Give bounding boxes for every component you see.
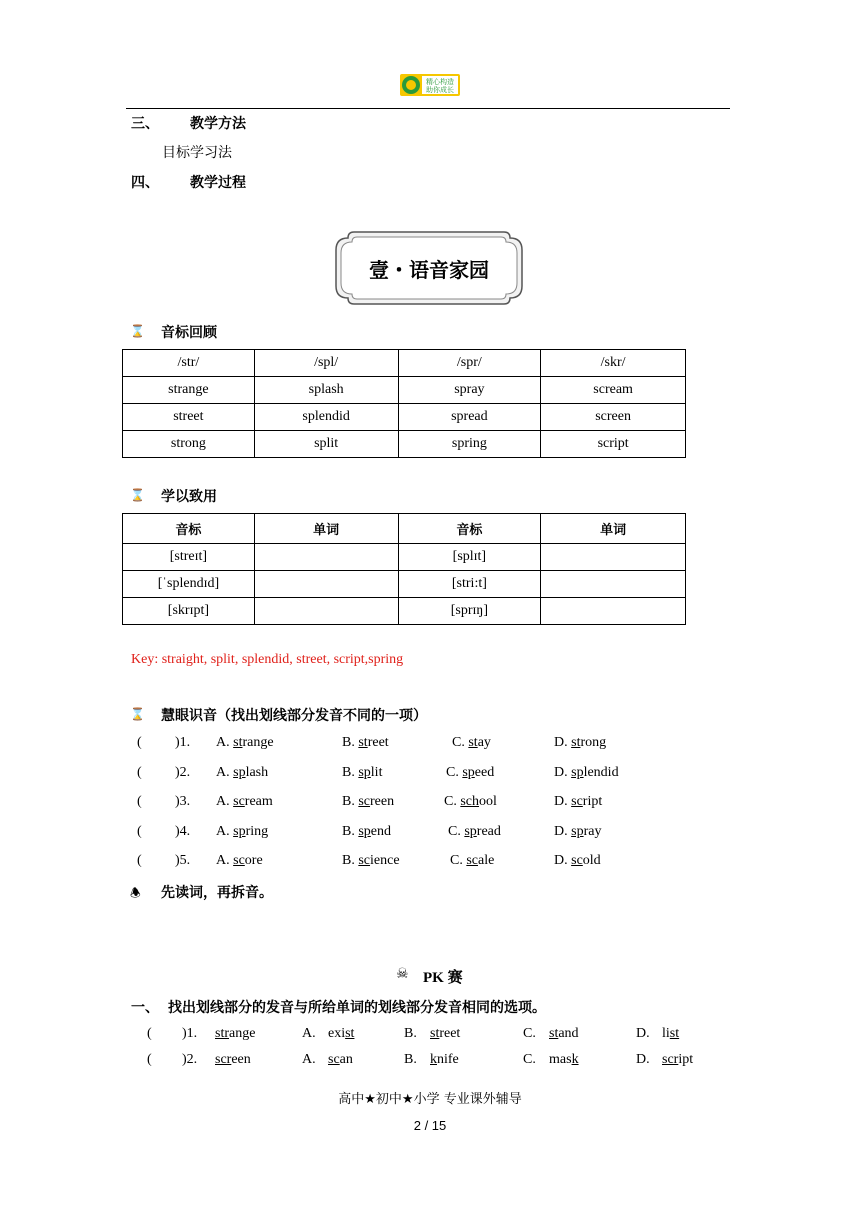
option-label: A.	[302, 1052, 316, 1067]
section-3-body: 目标学习法	[162, 145, 232, 161]
table-row	[123, 404, 686, 431]
option-label: C.	[523, 1026, 536, 1041]
underlined-sound: sc	[233, 794, 245, 809]
option-text[interactable]: D. splendid	[554, 764, 619, 780]
section-4-title: 教学过程	[190, 175, 246, 191]
option-text[interactable]: B. screen	[342, 794, 395, 809]
bell-icon: 🕭	[130, 886, 141, 900]
table-cell: split	[254, 431, 398, 458]
underlined-sound: st	[233, 735, 243, 750]
option-text[interactable]: C. scale	[450, 853, 495, 868]
option-text[interactable]: list	[662, 1026, 680, 1041]
option-text[interactable]: D. spray	[554, 823, 602, 839]
table-cell: strong	[123, 431, 255, 458]
underlined-sound: k	[571, 1052, 579, 1067]
option-text[interactable]: A. scream	[216, 794, 273, 809]
underlined-sound: sp	[571, 764, 584, 780]
underlined-sound: sc	[571, 794, 583, 809]
table-header: 单词	[254, 514, 398, 544]
pk-title-cn: 赛	[447, 968, 463, 986]
underlined-sound: sp	[464, 823, 477, 839]
review-heading: 音标回顾	[161, 325, 217, 341]
section-4-number: 四、	[131, 175, 159, 191]
option-text[interactable]: C. school	[444, 794, 497, 809]
table-row	[123, 431, 686, 458]
underlined-sound: st	[571, 735, 581, 750]
question-number: )2.	[182, 1052, 198, 1067]
question-number: )5.	[175, 853, 191, 868]
table-header: 音标	[123, 514, 255, 544]
table-header: 单词	[541, 514, 686, 544]
option-text[interactable]: A. score	[216, 853, 263, 868]
footer-line: 高中★初中★小学 专业课外辅导	[338, 1092, 522, 1107]
underlined-sound: st	[430, 1026, 440, 1041]
answer-cell[interactable]	[254, 598, 398, 625]
logo-line2: 助你成长	[426, 86, 454, 94]
table-row	[123, 377, 686, 404]
table-cell: [splɪt]	[398, 544, 541, 571]
table-cell: [stri:t]	[398, 571, 541, 598]
option-label: D.	[636, 1052, 650, 1067]
underlined-sound: scr	[662, 1052, 679, 1067]
table-cell: /spr/	[398, 350, 541, 377]
option-text[interactable]: B. spend	[342, 823, 392, 839]
table-cell: splash	[254, 377, 398, 404]
underlined-sound: sp	[233, 764, 246, 780]
underlined-sound: st	[358, 735, 368, 750]
header-logo	[400, 74, 460, 96]
underlined-sound: sc	[328, 1052, 340, 1067]
answer-paren: (	[147, 1052, 152, 1067]
skull-icon: ☠	[396, 966, 409, 982]
page-number: 2 / 15	[413, 1118, 447, 1133]
underlined-sound: st	[345, 1026, 355, 1041]
answer-cell[interactable]	[541, 544, 686, 571]
option-text[interactable]: A. strange	[216, 735, 274, 750]
read-first-instruction: 先读词，再拆音。	[161, 885, 273, 901]
underlined-sound: k	[430, 1052, 437, 1067]
option-text[interactable]: street	[430, 1026, 461, 1041]
table-cell: /skr/	[541, 350, 686, 377]
answer-cell[interactable]	[541, 571, 686, 598]
table-cell: [ˈsplendɪd]	[123, 571, 255, 598]
underlined-sound: sp	[233, 823, 246, 839]
option-text[interactable]: D. strong	[554, 735, 607, 750]
table-row	[123, 544, 686, 571]
option-text[interactable]: C. spread	[448, 823, 501, 839]
sound-heading: 慧眼识音（找出划线部分发音不同的一项）	[161, 708, 427, 724]
option-text[interactable]: B. street	[342, 735, 389, 750]
underlined-sound: st	[549, 1026, 559, 1041]
option-label: B.	[404, 1026, 417, 1041]
option-text[interactable]: C. stay	[452, 735, 491, 750]
review-table	[122, 349, 686, 458]
option-text[interactable]: stand	[549, 1026, 579, 1041]
underlined-sound: sc	[358, 794, 371, 809]
underlined-sound: sp	[358, 764, 371, 780]
table-cell: street	[123, 404, 255, 431]
part1-instruction: 找出划线部分的发音与所给单词的划线部分发音相同的选项。	[168, 1000, 546, 1016]
table-cell: screen	[541, 404, 686, 431]
underlined-sound: str	[215, 1026, 229, 1041]
option-text[interactable]: A. spring	[216, 823, 269, 839]
answer-paren: (	[137, 794, 142, 809]
answer-paren: (	[137, 823, 142, 839]
table-header: 音标	[398, 514, 541, 544]
table-cell: /str/	[123, 350, 255, 377]
option-text[interactable]: knife	[430, 1052, 459, 1067]
option-label: C.	[523, 1052, 536, 1067]
underlined-sound: sch	[460, 794, 480, 809]
option-label: B.	[404, 1052, 417, 1067]
underlined-sound: scr	[215, 1052, 232, 1067]
table-cell: script	[541, 431, 686, 458]
part1-number: 一、	[131, 1000, 159, 1016]
answer-cell[interactable]	[254, 544, 398, 571]
answer-paren: (	[137, 735, 142, 750]
option-text[interactable]: C. speed	[446, 764, 495, 780]
option-text[interactable]: D. script	[554, 794, 603, 809]
section-3-number: 三、	[131, 116, 159, 132]
pk-title-en: PK	[423, 970, 444, 986]
answer-paren: (	[137, 764, 142, 780]
answer-key: Key: straight, split, splendid, street, script,spring	[131, 652, 404, 667]
table-cell: spread	[398, 404, 541, 431]
hourglass-icon: ⌛	[130, 707, 145, 721]
answer-paren: (	[137, 853, 142, 868]
underlined-sound: sc	[358, 853, 371, 868]
option-text[interactable]: scan	[328, 1052, 353, 1067]
option-label: A.	[302, 1026, 316, 1041]
hourglass-icon: ⌛	[130, 324, 145, 338]
table-row	[123, 598, 686, 625]
question-number: )1.	[182, 1026, 198, 1041]
underlined-sound: sp	[571, 823, 584, 839]
section-3-title: 教学方法	[190, 116, 246, 132]
underlined-sound: sp	[462, 764, 475, 780]
table-cell: [sprɪŋ]	[398, 598, 541, 625]
apply-table	[122, 513, 686, 625]
option-text[interactable]: screen	[215, 1052, 251, 1067]
option-text[interactable]: B. science	[342, 853, 400, 868]
answer-cell[interactable]	[254, 571, 398, 598]
underlined-sound: sc	[466, 853, 479, 868]
underlined-sound: sc	[571, 853, 583, 868]
option-text[interactable]: strange	[215, 1026, 256, 1041]
table-cell: spring	[398, 431, 541, 458]
option-text[interactable]: A. splash	[216, 764, 269, 780]
table-cell: spray	[398, 377, 541, 404]
table-header-row	[123, 514, 686, 544]
option-text[interactable]: exist	[328, 1026, 355, 1041]
banner-title: 壹・语音家园	[369, 258, 489, 282]
table-row	[123, 571, 686, 598]
option-text[interactable]: script	[662, 1052, 694, 1067]
underlined-sound: sp	[358, 823, 371, 839]
option-text[interactable]: mask	[549, 1052, 579, 1067]
table-cell: [skrɪpt]	[123, 598, 255, 625]
option-text[interactable]: D. scold	[554, 853, 601, 868]
apply-heading: 学以致用	[161, 489, 217, 505]
section-banner	[334, 230, 524, 306]
underlined-sound: st	[669, 1026, 680, 1041]
option-label: D.	[636, 1026, 650, 1041]
table-row	[123, 350, 686, 377]
table-cell: /spl/	[254, 350, 398, 377]
logo-line1: 精心构造	[426, 78, 454, 86]
option-text[interactable]: B. split	[342, 764, 383, 780]
question-number: )1.	[175, 735, 191, 750]
underlined-sound: st	[468, 735, 478, 750]
table-cell: scream	[541, 377, 686, 404]
question-number: )2.	[175, 764, 191, 780]
header-rule	[126, 108, 730, 109]
table-cell: splendid	[254, 404, 398, 431]
underlined-sound: sc	[233, 853, 245, 868]
answer-paren: (	[147, 1026, 152, 1041]
answer-cell[interactable]	[541, 598, 686, 625]
table-cell: strange	[123, 377, 255, 404]
hourglass-icon: ⌛	[130, 488, 145, 502]
question-number: )4.	[175, 823, 191, 839]
table-cell: [streɪt]	[123, 544, 255, 571]
question-number: )3.	[175, 794, 191, 809]
pk-title	[423, 966, 463, 987]
